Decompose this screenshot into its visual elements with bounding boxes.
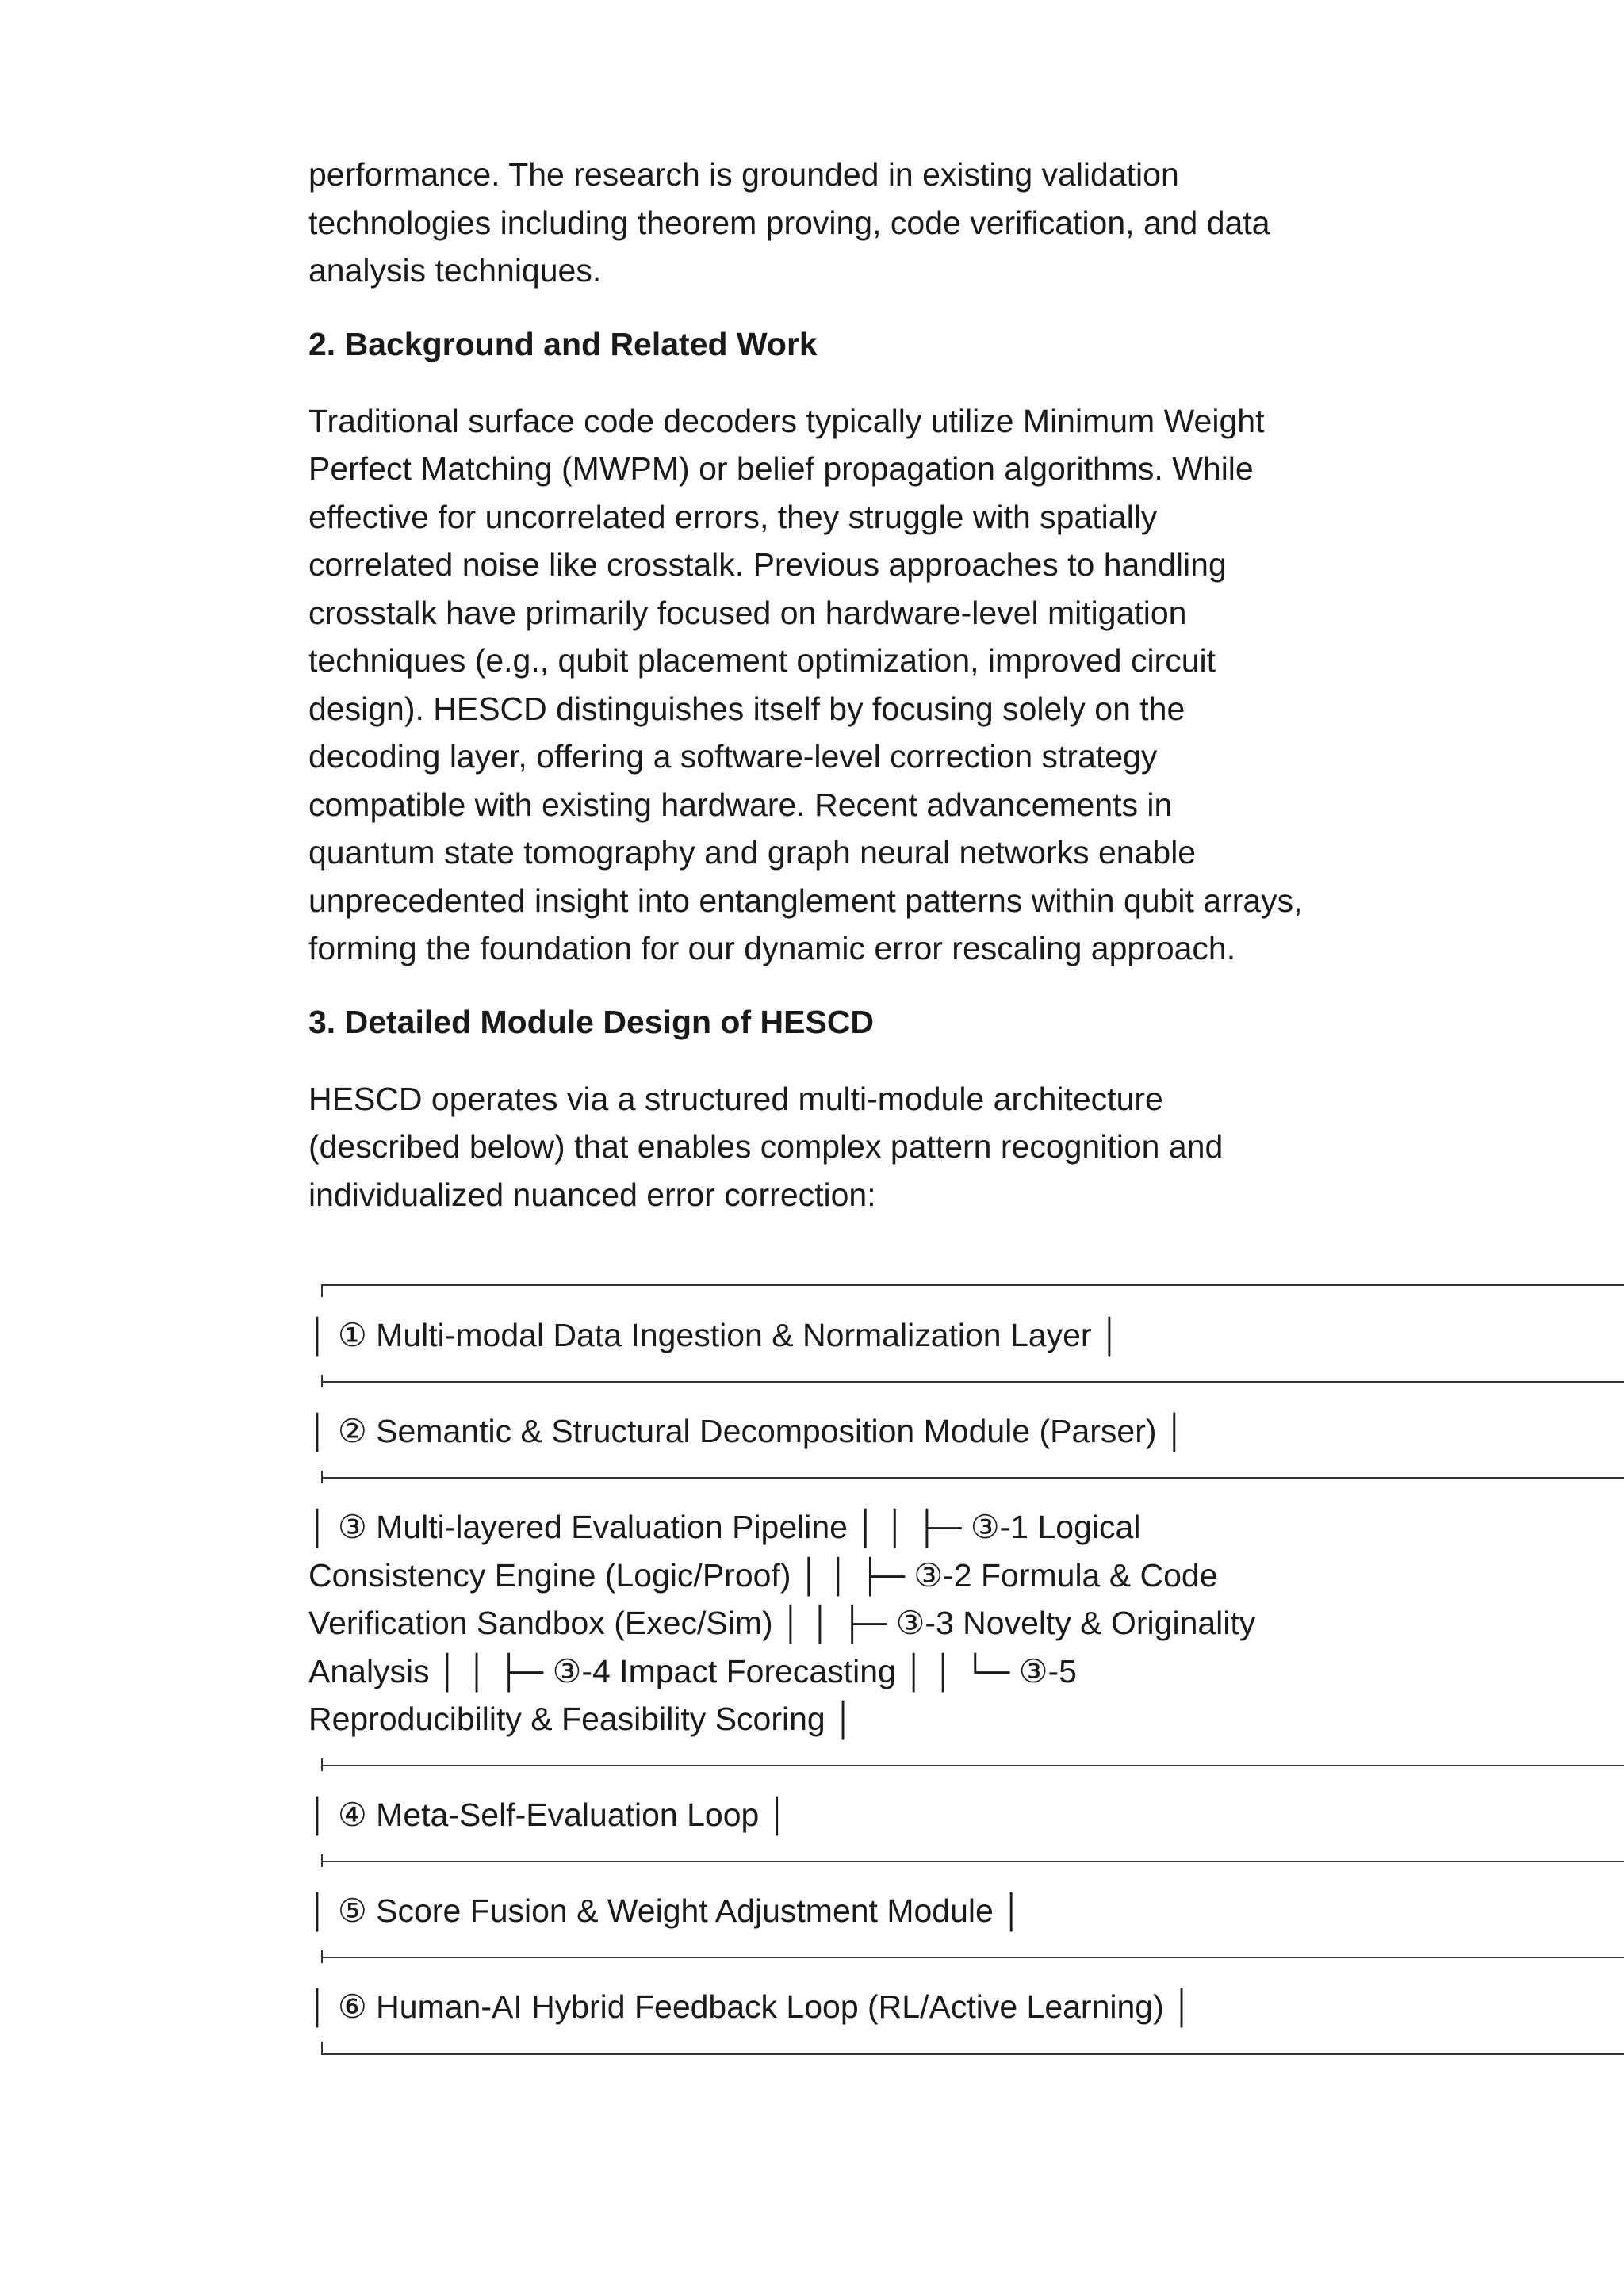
diagram-divider bbox=[321, 1861, 1624, 1862]
section-3-paragraph: HESCD operates via a structured multi-module architecture (described below) that enables complex pattern recognition and individualized nuanced error correction: bbox=[308, 1080, 1224, 1213]
module-row-2: │ ② Semantic & Structural Decomposition Module (Parser) │ bbox=[308, 1413, 1186, 1449]
module-row-3: │ ③ Multi-layered Evaluation Pipeline │ │ ├─ ③-1 Logical Consistency Engine (Logic/Proof) │ │ ├─ ③-2 Formula & Code Verification Sandbox (Exec/Sim) │ │ ├─ ③-3 Novelty & Originality Analysis │ │ ├─ ③-4 Impact Forecasting │ │ └─ ③-5 Reproducibility & Feasibility Scoring │ bbox=[308, 1509, 1256, 1737]
diagram-divider-tick bbox=[321, 1471, 323, 1483]
module-row-5: │ ⑤ Score Fusion & Weight Adjustment Module │ bbox=[308, 1892, 1023, 1929]
section-3-heading: 3. Detailed Module Design of HESCD bbox=[308, 1003, 875, 1040]
section-2-paragraph: Traditional surface code decoders typically utilize Minimum Weight Perfect Matching (MWPM) or belief propagation algorithms. While effective for uncorrelated errors, they struggle with spatially correlated noise like crosstalk. Previous approaches to handling crosstalk have primarily focused on hardware-level mitigation techniques (e.g., qubit placement optimization, improved circuit design). HESCD distinguishes itself by focusing solely on the decoding layer, offering a software-level correction strategy compatible with existing hardware. Recent advancements in quantum state tomography and graph neural networks enable unprecedented insight into entanglement patterns within qubit arrays, forming the foundation for our dynamic error rescaling approach. bbox=[308, 402, 1303, 966]
diagram-divider-tick bbox=[321, 1758, 323, 1771]
section-2-heading: 2. Background and Related Work bbox=[308, 325, 818, 362]
diagram-divider bbox=[321, 1477, 1624, 1479]
diagram-divider bbox=[321, 1381, 1624, 1383]
document-body bbox=[308, 151, 1308, 1219]
diagram-top-border bbox=[321, 1284, 1624, 1286]
diagram-divider-tick bbox=[321, 1375, 323, 1387]
diagram-bottom-border bbox=[321, 2053, 1624, 2055]
diagram-divider-tick bbox=[321, 1950, 323, 1963]
module-row-1: │ ① Multi-modal Data Ingestion & Normalization Layer │ bbox=[308, 1317, 1121, 1353]
diagram-divider bbox=[321, 1957, 1624, 1958]
diagram-corner bbox=[321, 1284, 323, 1297]
diagram-corner bbox=[321, 2042, 323, 2054]
module-row-6: │ ⑥ Human-AI Hybrid Feedback Loop (RL/Active Learning) │ bbox=[308, 1988, 1193, 2025]
diagram-divider-tick bbox=[321, 1854, 323, 1867]
diagram-divider bbox=[321, 1765, 1624, 1766]
module-row-4: │ ④ Meta-Self-Evaluation Loop │ bbox=[308, 1797, 789, 1833]
intro-paragraph: performance. The research is grounded in existing validation technologies including theorem proving, code verification, and data analysis techniques. bbox=[308, 156, 1270, 289]
